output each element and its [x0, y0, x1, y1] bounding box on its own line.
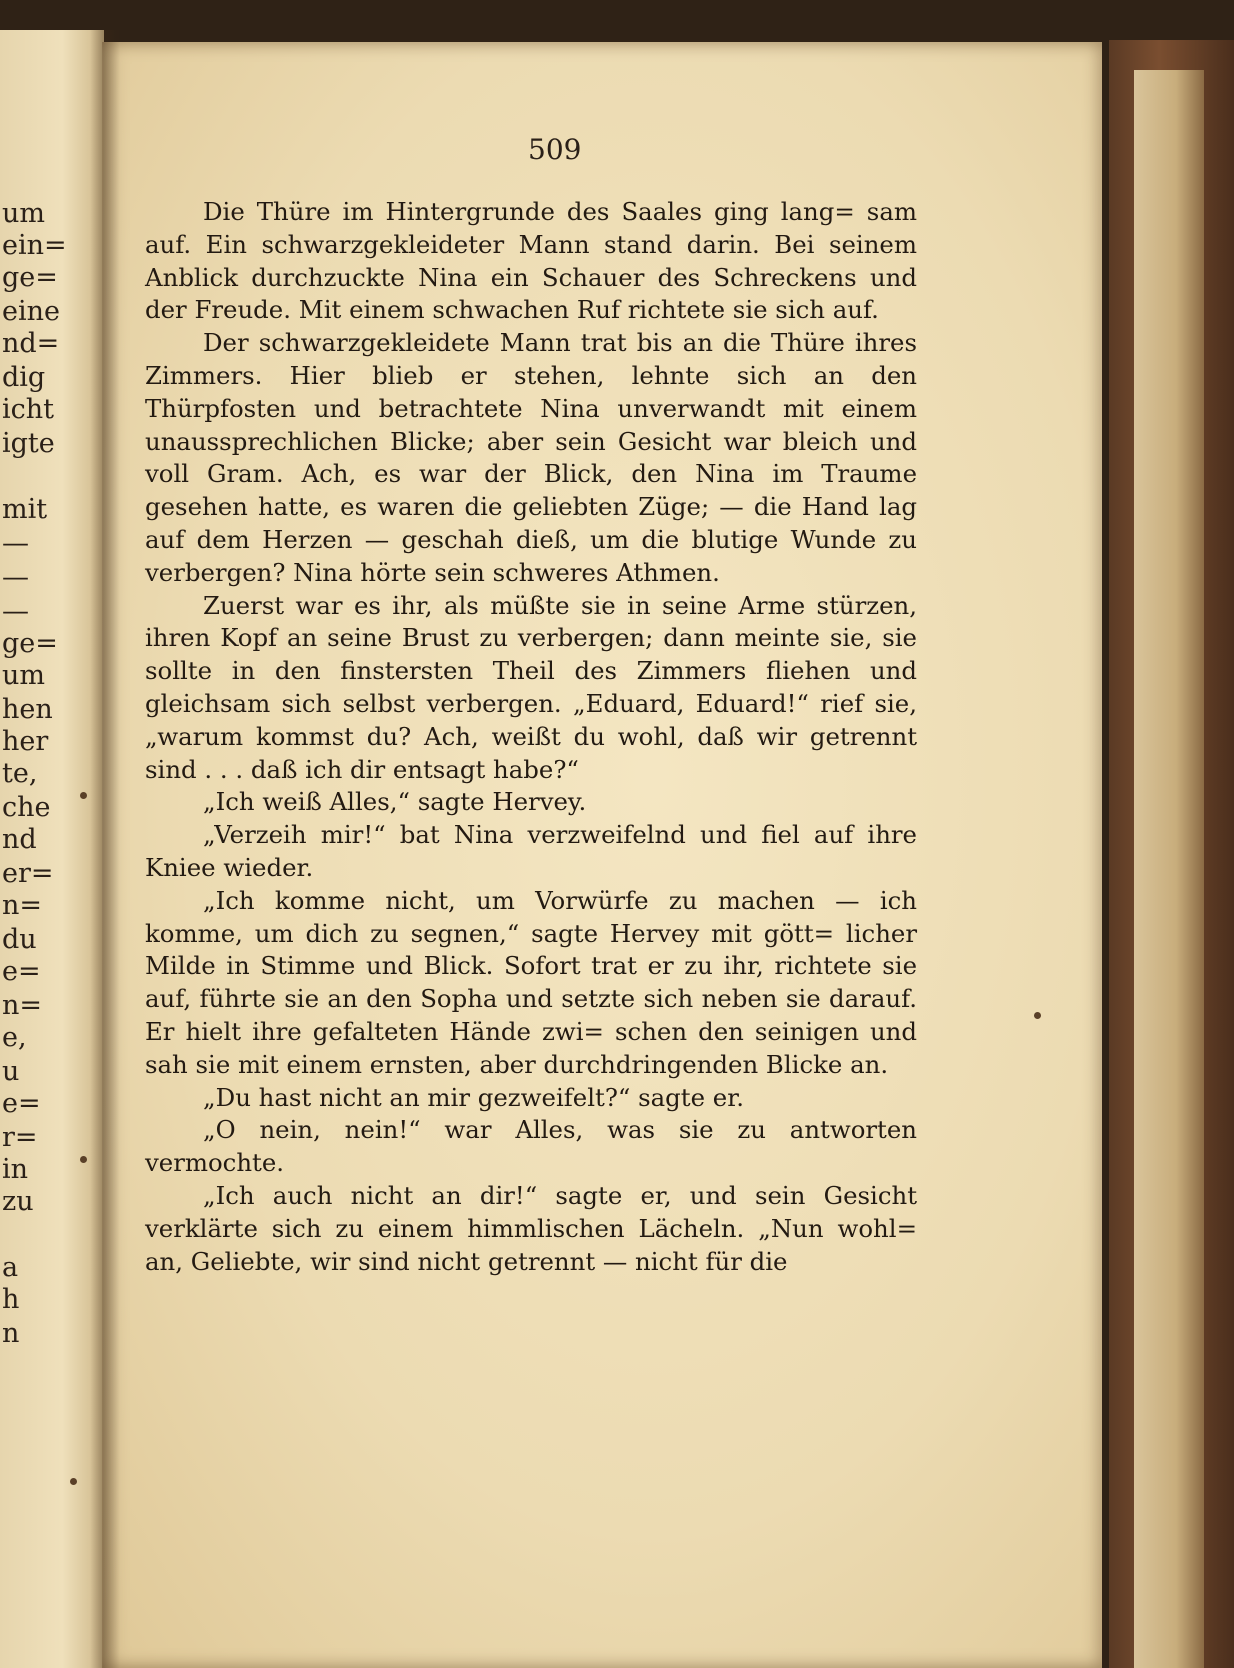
paragraph: Die Thüre im Hintergrunde des Saales ging lang= sam auf. Ein schwarzgekleideter Mann stand darin. Bei seinem Anblick durchzuckte Nina ein Schauer des Schreckens und der Freude. Mit einem schwachen Ruf richtete sie sich auf. — [145, 197, 917, 325]
facing-line: a — [2, 1252, 19, 1283]
paragraph: Der schwarzgekleidete Mann trat bis an die Thüre ihres Zimmers. Hier blieb er stehen, lehnte sich an den Thürpfosten und betrachtete Nina unverwandt mit einem unaussprechlichen Blicke; aber sein Gesicht war bleich und voll Gram. Ach, es war der Blick, den Nina im Traume gesehen hatte, es waren die geliebten Züge; — die Hand lag auf dem Herzen — geschah dieß, um die blutige Wunde zu verbergen? Nina hörte sein schweres Athmen. — [145, 328, 917, 587]
facing-line: nd= — [2, 328, 60, 359]
facing-page — [0, 30, 104, 1668]
facing-line: — — [2, 596, 29, 627]
paragraph: „Verzeih mir!“ bat Nina verzweifelnd und fiel auf ihre Kniee wieder. — [145, 820, 917, 882]
facing-line: ge= — [2, 628, 58, 659]
facing-line: h — [2, 1284, 20, 1315]
facing-line: in — [2, 1154, 29, 1185]
paragraph: „Du hast nicht an mir gezweifelt?“ sagte er. — [203, 1082, 744, 1112]
facing-line: um — [2, 198, 45, 229]
paper-speck — [80, 792, 87, 799]
facing-line: che — [2, 792, 51, 823]
page-edges — [1134, 70, 1204, 1668]
facing-line: igte — [2, 428, 55, 459]
paper-speck — [80, 1156, 87, 1163]
facing-line: er= — [2, 858, 54, 889]
facing-page-text — [2, 30, 102, 1668]
paragraph: „Ich weiß Alles,“ sagte Hervey. — [203, 787, 587, 817]
facing-line: — — [2, 562, 29, 593]
facing-line: du — [2, 924, 37, 955]
page-number: 509 — [528, 133, 582, 166]
facing-line: u — [2, 1056, 20, 1087]
facing-line: her — [2, 726, 49, 757]
paper-speck — [1034, 1012, 1041, 1019]
facing-line: mit — [2, 494, 48, 525]
paper-speck — [70, 1478, 77, 1485]
facing-line: e= — [2, 1088, 41, 1119]
facing-line: um — [2, 660, 45, 691]
paragraph: „Ich auch nicht an dir!“ sagte er, und sein Gesicht verklärte sich zu einem himmlischen Lächeln. „Nun wohl= an, Geliebte, wir sind nicht getrennt — nicht für die — [145, 1180, 917, 1276]
facing-line: hen — [2, 694, 53, 725]
facing-line: te, — [2, 758, 38, 789]
facing-line: eine — [2, 296, 60, 327]
facing-line: zu — [2, 1186, 34, 1217]
facing-line: ein= — [2, 230, 67, 261]
facing-line: nd — [2, 824, 37, 855]
facing-line: n= — [2, 890, 43, 921]
paragraph: „Ich komme nicht, um Vorwürfe zu machen — ich komme, um dich zu segnen,“ sagte Hervey mit gött= licher Milde in Stimme und Blick. Sofort trat er zu ihr, richtete sie auf, führte sie an den Sopha und setzte sich neben sie darauf. Er hielt ihre gefalteten Hände zwi= schen den seinigen und sah sie mit einem ernsten, aber durchdringenden Blicke an. — [145, 885, 917, 1079]
facing-line: r= — [2, 1122, 38, 1153]
facing-line: icht — [2, 394, 54, 425]
paragraph: „O nein, nein!“ war Alles, was sie zu antworten vermochte. — [145, 1115, 917, 1178]
paragraph: Zuerst war es ihr, als müßte sie in seine Arme stürzen, ihren Kopf an seine Brust zu verbergen; dann meinte sie, sie sollte in den finstersten Theil des Zimmers fliehen und gleichsam sich selbst verbergen. „Eduard, Eduard!“ rief sie, „warum kommst du? Ach, weißt du wohl, daß wir getrennt sind . . . daß ich dir entsagt habe?“ — [145, 590, 917, 784]
gutter-shadow — [90, 30, 120, 1668]
facing-line: e= — [2, 956, 41, 987]
facing-line: — — [2, 528, 29, 559]
facing-line: n= — [2, 990, 43, 1021]
page-text — [145, 196, 917, 1278]
facing-line: e, — [2, 1022, 27, 1053]
facing-line: dig — [2, 362, 46, 393]
facing-line: ge= — [2, 262, 58, 293]
facing-line: n — [2, 1318, 20, 1349]
